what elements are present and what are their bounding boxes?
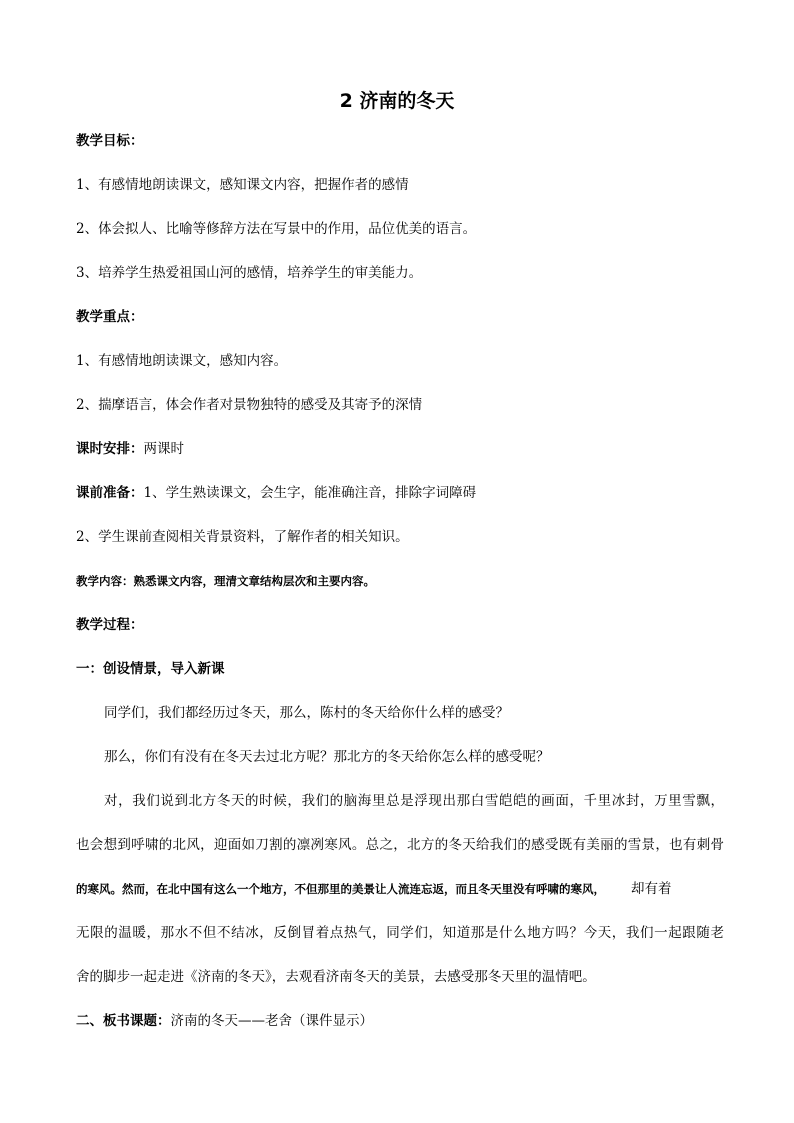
step1-long-line-3: [76, 879, 734, 899]
content-value: 熟悉课文内容，理清文章结构层次和主要内容。: [133, 574, 375, 588]
step2-line: [76, 1011, 734, 1031]
step1-heading: 一：创设情景，导入新课: [76, 661, 225, 677]
step1-long-line-3-tail: 却有着: [631, 881, 672, 897]
focus-heading: 教学重点：: [76, 309, 144, 325]
prep-item-2: 2、学生课前查阅相关背景资料，了解作者的相关知识。: [76, 529, 409, 545]
schedule-value: 两课时: [143, 441, 184, 457]
goal-item-2: 2、体会拟人、比喻等修辞方法在写景中的作用，品位优美的语言。: [76, 221, 477, 237]
step1-long-line-2: 也会想到呼啸的北风，迎面如刀割的凛冽寒风。总之，北方的冬天给我们的感受既有美丽的雪景，也有刺骨: [76, 837, 724, 853]
content-label: 教学内容：: [76, 574, 134, 588]
step2-value: 济南的冬天——老舍（课件显示）: [170, 1013, 373, 1029]
goal-item-1: 1、有感情地朗读课文，感知课文内容，把握作者的感情: [76, 177, 409, 193]
prep-label: 课前准备：: [76, 485, 144, 501]
step1-paragraph-1: 同学们，我们都经历过冬天，那么，陈村的冬天给你什么样的感受？: [104, 705, 509, 721]
step2-label: 二、板书课题：: [76, 1013, 171, 1029]
step1-paragraph-2: 那么，你们有没有在冬天去过北方呢？那北方的冬天给你怎么样的感受呢？: [104, 749, 550, 765]
focus-item-1: 1、有感情地朗读课文，感知内容。: [76, 353, 288, 369]
page-title: 2 济南的冬天: [339, 90, 455, 112]
process-heading: 教学过程：: [76, 617, 144, 633]
step1-long-line-3-text: 的寒风。然而，在北中国有这么一个地方，不但那里的美景让人流连忘返，而且冬天里没有呼啸的寒风，: [76, 882, 605, 896]
focus-item-2: 2、揣摩语言，体会作者对景物独特的感受及其寄予的深情: [76, 397, 423, 413]
schedule-line: [76, 439, 734, 459]
content-line: [76, 571, 734, 591]
step1-long-line-5: 舍的脚步一起走进《济南的冬天》，去观看济南冬天的美景，去感受那冬天里的温情吧。: [76, 969, 596, 985]
prep-line: [76, 483, 734, 503]
schedule-label: 课时安排：: [76, 441, 144, 457]
step1-long-line-4: 无限的温暖，那水不但不结冰，反倒冒着点热气，同学们，知道那是什么地方吗？今天，我们一起跟随老: [76, 925, 724, 941]
goals-heading: 教学目标：: [76, 133, 144, 149]
step1-long-line-1: 对，我们说到北方冬天的时候，我们的脑海里总是浮现出那白雪皑皑的画面，千里冰封，万里雪飘，: [104, 793, 724, 809]
prep-value: 1、学生熟读课文，会生字，能准确注音，排除字词障碍: [143, 485, 477, 501]
goal-item-3: 3、培养学生热爱祖国山河的感情，培养学生的审美能力。: [76, 265, 423, 281]
